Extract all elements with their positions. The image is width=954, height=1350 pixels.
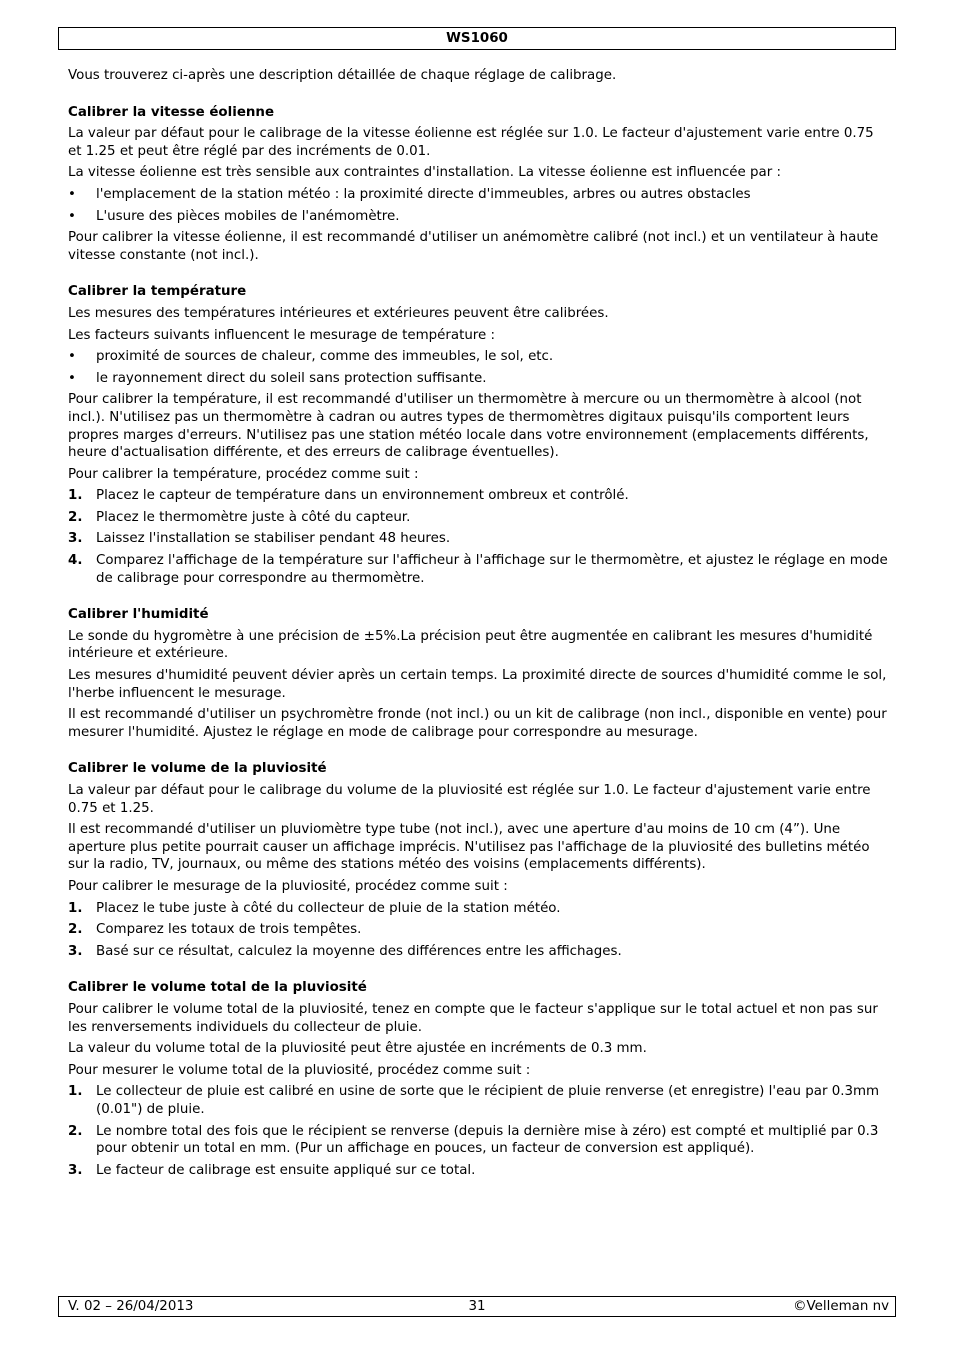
step-item: [68, 552, 888, 587]
copyright: ©Velleman nv: [793, 1299, 889, 1314]
bullet-text: proximité de sources de chaleur, comme des immeubles, le sol, etc.: [96, 349, 554, 365]
step-number: 2.: [68, 1123, 83, 1139]
bullet-item: [68, 348, 888, 366]
step-text: Le facteur de calibrage est ensuite appliqué sur ce total.: [96, 1162, 476, 1178]
section-heading: Calibrer le volume de la pluviosité: [68, 761, 327, 777]
step-item: [68, 530, 888, 548]
section-heading: Calibrer la température: [68, 284, 247, 300]
section-heading: Calibrer l'humidité: [68, 607, 209, 623]
section-heading: Calibrer la vitesse éolienne: [68, 104, 275, 120]
step-item: [68, 487, 888, 505]
step-item: [68, 1083, 888, 1118]
step-number: 3.: [68, 531, 83, 547]
paragraph: Le sonde du hygromètre à une précision de ±5%.La précision peut être augmentée en calibrant les mesures d'humidité intérieure et extérieure.: [68, 628, 873, 662]
step-text: Placez le capteur de température dans un environnement ombreux et contrôlé.: [96, 488, 629, 504]
step-item: [68, 900, 888, 918]
step-text: Le nombre total des fois que le récipient se renverse (depuis la dernière mise à zéro) est compté et multiplié par 0.3 pour obtenir un total en mm. (Pur un affichage en pouces, un facteur de conversion est appliqué).: [96, 1123, 879, 1157]
bullet-item: [68, 208, 888, 226]
bullet-text: le rayonnement direct du soleil sans protection suffisante.: [96, 370, 487, 386]
version-date: V. 02 – 26/04/2013: [68, 1299, 194, 1314]
step-number: 4.: [68, 553, 83, 569]
bullet-text: L'usure des pièces mobiles de l'anémomètre.: [96, 208, 400, 224]
step-text: Comparez l'affichage de la température sur l'afficheur à l'affichage sur le thermomètre, et ajustez le réglage en mode de calibrage pour correspondre au thermomètre.: [96, 553, 888, 586]
section-total-rain-volume: [68, 979, 888, 1179]
bullet-item: [68, 186, 888, 204]
paragraph: Pour calibrer la vitesse éolienne, il est recommandé d'utiliser un anémomètre calibré (not incl.) et un ventilateur à haute vitesse constante (not incl.).: [68, 230, 879, 263]
paragraph: La valeur par défaut pour le calibrage de la vitesse éolienne est réglée sur 1.0. Le facteur d'ajustement varie entre 0.75 et 1.25 et peut être réglé par des incréments de 0.01.: [68, 126, 874, 159]
step-item: [68, 921, 888, 939]
bullet-icon: •: [68, 349, 76, 365]
paragraph: Pour calibrer la température, procédez comme suit :: [68, 466, 419, 482]
paragraph: Il est recommandé d'utiliser un psychromètre fronde (not incl.) ou un kit de calibrage (non incl., disponible en vente) pour mesurer l'humidité. Ajustez le réglage en mode de calibrage pour correspondre au mesurage.: [68, 707, 887, 740]
step-text: Le collecteur de pluie est calibré en usine de sorte que le récipient de pluie renverse (et enregistre) l'eau par 0.3mm (0.01") de pluie.: [96, 1084, 880, 1117]
step-text: Placez le thermomètre juste à côté du capteur.: [96, 509, 411, 525]
step-item: [68, 1123, 888, 1158]
bullet-icon: •: [68, 186, 76, 202]
paragraph: Pour calibrer le mesurage de la pluviosité, procédez comme suit :: [68, 878, 508, 894]
step-item: [68, 943, 888, 961]
paragraph: Les facteurs suivants influencent le mesurage de température :: [68, 327, 496, 343]
document-body: [68, 67, 888, 1198]
intro-paragraph: Vous trouverez ci-après une description détaillée de chaque réglage de calibrage.: [68, 68, 617, 83]
model-title: WS1060: [446, 31, 508, 46]
paragraph: La valeur du volume total de la pluviosité peut être ajustée en incréments de 0.3 mm.: [68, 1041, 647, 1057]
paragraph: Les mesures des températures intérieures et extérieures peuvent être calibrées.: [68, 305, 609, 321]
paragraph: Il est recommandé d'utiliser un pluviomètre type tube (not incl.), avec une aperture d'au moins de 10 cm (4”). Une aperture plus petite pourrait causer un affichage imprécis. N'utilisez pas l'affichage de la pluviosité des bulletins météo sur la radio, TV, journaux, ou même des stations météo des voisins (emplacements différents).: [68, 822, 870, 873]
page-header: [58, 27, 896, 50]
section-temperature: [68, 283, 888, 587]
paragraph: Pour calibrer le volume total de la pluviosité, tenez en compte que le facteur s'applique sur le total actuel et non pas sur les renversements individuels du collecteur de pluie.: [68, 1001, 878, 1035]
paragraph: Les mesures d'humidité peuvent dévier après un certain temps. La proximité directe de sources d'humidité comme le sol, l'herbe influencent le mesurage.: [68, 668, 887, 701]
page-number: 31: [468, 1299, 486, 1314]
paragraph: La vitesse éolienne est très sensible aux contraintes d'installation. La vitesse éolienne est influencée par :: [68, 165, 782, 181]
step-number: 1.: [68, 900, 83, 916]
paragraph: Pour calibrer la température, il est recommandé d'utiliser un thermomètre à mercure ou un thermomètre à alcool (not incl.). N'utilisez pas un thermomètre à cadran ou autres types de thermomètres digitaux puisqu'ils comportent leurs propres marges d'erreurs. N'utilisez pas une station météo locale dans votre environnement (emplacements différents, heure d'actualisation différente, et des erreurs de calibrage éventuelles).: [68, 392, 869, 461]
bullet-text: l'emplacement de la station météo : la proximité directe d'immeubles, arbres ou autres obstacles: [96, 186, 751, 202]
step-item: [68, 1162, 888, 1180]
step-item: [68, 509, 888, 527]
section-wind-speed: [68, 104, 888, 265]
step-number: 2.: [68, 509, 83, 525]
bullet-icon: •: [68, 208, 76, 224]
step-text: Comparez les totaux de trois tempêtes.: [96, 922, 362, 938]
bullet-icon: •: [68, 370, 76, 386]
step-text: Basé sur ce résultat, calculez la moyenne des différences entre les affichages.: [96, 943, 622, 959]
step-number: 3.: [68, 943, 83, 959]
section-humidity: [68, 606, 888, 741]
step-number: 1.: [68, 488, 83, 504]
step-number: 3.: [68, 1162, 83, 1178]
section-rain-volume: [68, 760, 888, 960]
paragraph: Pour mesurer le volume total de la pluviosité, procédez comme suit :: [68, 1062, 531, 1078]
section-heading: Calibrer le volume total de la pluviosité: [68, 980, 367, 996]
step-number: 2.: [68, 922, 83, 938]
bullet-item: [68, 370, 888, 388]
step-number: 1.: [68, 1084, 83, 1100]
paragraph: La valeur par défaut pour le calibrage du volume de la pluviosité est réglée sur 1.0. Le facteur d'ajustement varie entre 0.75 et 1.25.: [68, 783, 871, 816]
page-footer: [58, 1296, 896, 1317]
step-text: Laissez l'installation se stabiliser pendant 48 heures.: [96, 531, 451, 547]
step-text: Placez le tube juste à côté du collecteur de pluie de la station météo.: [96, 900, 561, 916]
